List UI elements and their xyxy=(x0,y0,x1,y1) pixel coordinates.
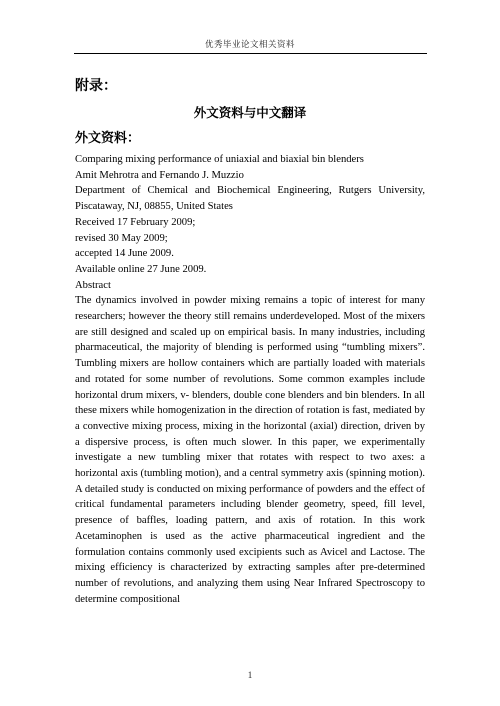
accepted-date: accepted 14 June 2009. xyxy=(75,248,174,260)
header-rule xyxy=(74,53,427,54)
document-body xyxy=(75,74,425,607)
appendix-title: 附录： xyxy=(75,78,117,94)
abstract-heading: Abstract xyxy=(75,279,111,291)
subsection-title: 外文资料： xyxy=(75,131,141,146)
article-title: Comparing mixing performance of uniaxial and biaxial bin blenders xyxy=(75,154,364,165)
page-number: 1 xyxy=(247,670,253,680)
abstract-text: The dynamics involved in powder mixing remains a topic of interest for many researchers; however the theory still remains underdeveloped. Most of the mixers are still designed and scaled up on empirical basis. In many industries, including pharmaceutical, the majority of blending is performed using “tumbling mixers”. Tumbling mixers are hollow containers which are partially loaded with materials and rotated for some number of revolutions. Some common examples include horizontal drum mixers, v- blenders, double cone blenders and bin blenders. In all these mixers while homogenization in the direction of rotation is fast, mediated by a convective mixing process, mixing in the horizontal (axial) direction, driven by a dispersive process, is often much slower. In this paper, we experimentally investigate a new tumbling mixer that rotates with respect to two axes: a horizontal axis (tumbling motion), and a central symmetry axis (spinning motion). A detailed study is conducted on mixing performance of powders and the effect of critical fundamental parameters including blender geometry, speed, fill level, presence of baffles, loading pattern, and axis of rotation. In this work Acetaminophen is used as the active pharmaceutical ingredient and the formulation contains commonly used excipients such as Avicel and Lactose. The mixing efficiency is characterized by extracting samples after pre-determined number of revolutions, and analyzing them using Near Infrared Spectroscopy to determine compositional xyxy=(75,295,425,605)
article-authors: Amit Mehrotra and Fernando J. Muzzio xyxy=(75,169,244,181)
revised-date: revised 30 May 2009; xyxy=(75,232,168,244)
available-date: Available online 27 June 2009. xyxy=(75,263,207,275)
received-date: Received 17 February 2009; xyxy=(75,216,196,228)
article-affiliation: Department of Chemical and Biochemical Engineering, Rutgers University, Piscataway, NJ, 08855, United States xyxy=(75,185,425,213)
section-title: 外文资料与中文翻译 xyxy=(193,105,307,120)
page-header: 优秀毕业论文相关资料 xyxy=(204,40,295,50)
